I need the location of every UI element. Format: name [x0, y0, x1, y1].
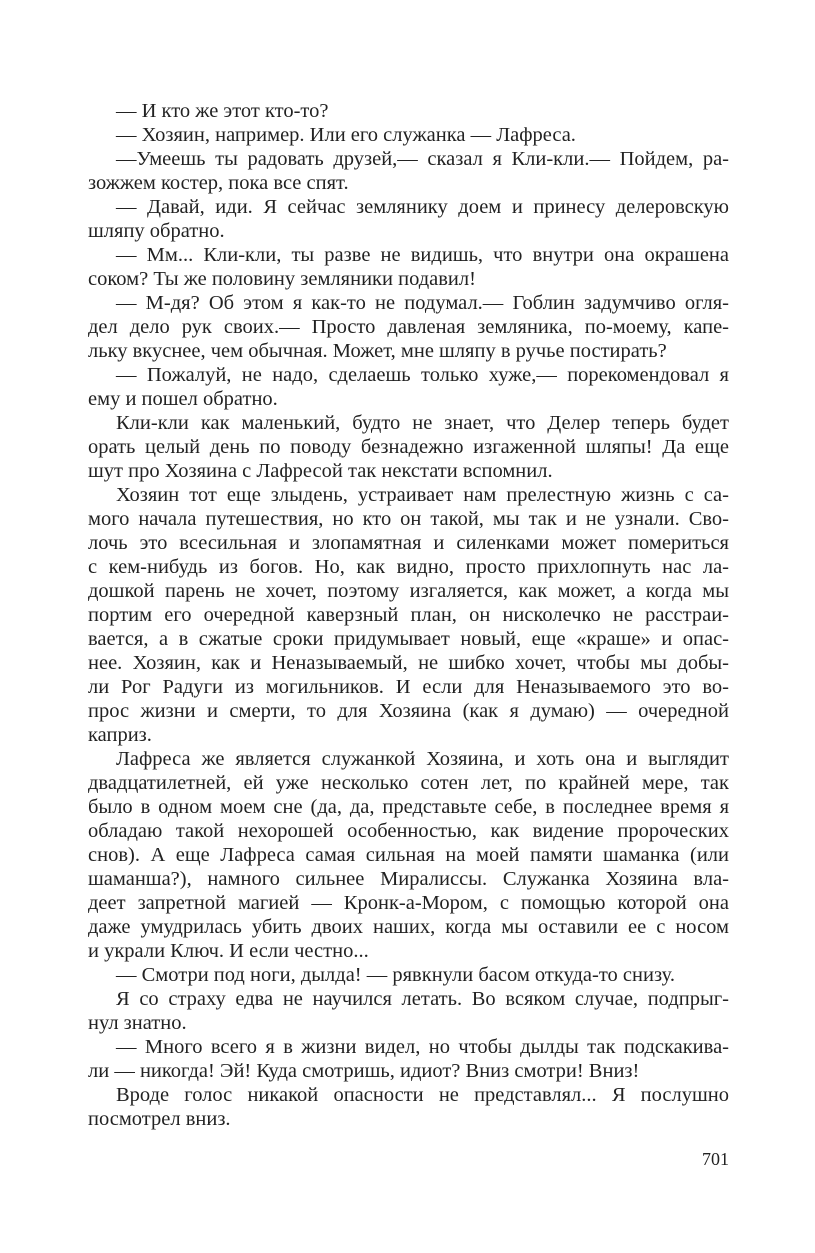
text-line: — Давай, иди. Я сейчас землянику доем и принесу делеровскую — [116, 196, 729, 218]
text-line: Я со страху едва не научился летать. Во всяком случае, подпрыг- — [116, 988, 729, 1010]
text-line: зожжем костер, пока все спят. — [88, 172, 349, 194]
text-line: прос жизни и смерти, то для Хозяина (как я думаю) — очередной — [88, 700, 729, 722]
text-line: Хозяин тот еще злыдень, устраивает нам прелестную жизнь с са- — [116, 484, 729, 506]
text-line: двадцатилетней, ей уже несколько сотен лет, по крайней мере, так — [88, 772, 729, 794]
text-line: Лафреса же является служанкой Хозяина, и хоть она и выглядит — [116, 748, 729, 770]
text-line: шляпу обратно. — [88, 220, 225, 242]
text-line: деет запретной магией — Кронк-а-Мором, с помощью которой она — [88, 892, 729, 914]
text-line: мого начала путешествия, но кто он такой, мы так и не узнали. Сво- — [88, 508, 729, 530]
text-line: каприз. — [88, 724, 152, 746]
text-line: — И кто же этот кто-то? — [116, 100, 329, 122]
text-line: портим его очередной каверзный план, он нисколечко не расстраи- — [88, 604, 729, 626]
text-line: — Пожалуй, не надо, сделаешь только хуже,— порекомендовал я — [116, 364, 729, 386]
text-line: — Смотри под ноги, дылда! — рявкнули басом откуда-то снизу. — [116, 964, 675, 986]
text-line: дел дело рук своих.— Просто давленая земляника, по-моему, капе- — [88, 316, 729, 338]
text-line: — М-дя? Об этом я как-то не подумал.— Гоблин задумчиво огля- — [116, 292, 729, 314]
text-line: — Мм... Кли-кли, ты разве не видишь, что внутри она окрашена — [116, 244, 729, 266]
text-line: льку вкуснее, чем обычная. Может, мне шляпу в ручье постирать? — [88, 340, 667, 362]
body-text — [88, 99, 729, 1131]
text-line: даже умудрилась убить двоих наших, когда мы оставили ее с носом — [88, 916, 729, 938]
text-line: нул знатно. — [88, 1012, 187, 1034]
text-line: ли Рог Радуги из могильников. И если для Неназываемого это во- — [88, 676, 729, 698]
text-line: — Много всего я в жизни видел, но чтобы дылды так подскакива- — [116, 1036, 729, 1058]
text-line: лочь это всесильная и злопамятная и силенками может помериться — [88, 532, 729, 554]
text-line: вается, а в сжатые сроки придумывает новый, еще «краше» и опас- — [88, 628, 729, 650]
text-line: шаманша?), намного сильнее Миралиссы. Служанка Хозяина вла- — [88, 868, 729, 890]
page-number: 701 — [702, 1149, 729, 1169]
text-line: —Умеешь ты радовать друзей,— сказал я Кли-кли.— Пойдем, ра- — [116, 148, 729, 170]
text-line: нее. Хозяин, как и Неназываемый, не шибко хочет, чтобы мы добы- — [88, 652, 729, 674]
text-line: Кли-кли как маленький, будто не знает, что Делер теперь будет — [116, 412, 729, 434]
text-line: снов). А еще Лафреса самая сильная на моей памяти шаманка (или — [88, 844, 729, 866]
text-line: и украли Ключ. И если честно... — [88, 940, 369, 962]
text-line: ли — никогда! Эй! Куда смотришь, идиот? Вниз смотри! Вниз! — [88, 1060, 640, 1082]
text-line: с кем-нибудь из богов. Но, как видно, просто прихлопнуть нас ла- — [88, 556, 729, 578]
text-line: было в одном моем сне (да, да, представьте себе, в последнее время я — [88, 796, 729, 818]
text-line: Вроде голос никакой опасности не представлял... Я послушно — [116, 1084, 729, 1106]
text-line: посмотрел вниз. — [88, 1108, 231, 1130]
text-line: соком? Ты же половину земляники подавил! — [88, 268, 476, 290]
text-line: орать целый день по поводу безнадежно изгаженной шляпы! Да еще — [88, 436, 729, 458]
text-line: дошкой парень не хочет, поэтому изгаляется, как может, а когда мы — [88, 580, 729, 602]
text-line: обладаю такой нехорошей особенностью, как видение пророческих — [88, 820, 729, 842]
text-line: — Хозяин, например. Или его служанка — Лафреса. — [116, 124, 576, 146]
text-line: шут про Хозяина с Лафресой так некстати вспомнил. — [88, 460, 553, 482]
text-line: ему и пошел обратно. — [88, 388, 278, 410]
